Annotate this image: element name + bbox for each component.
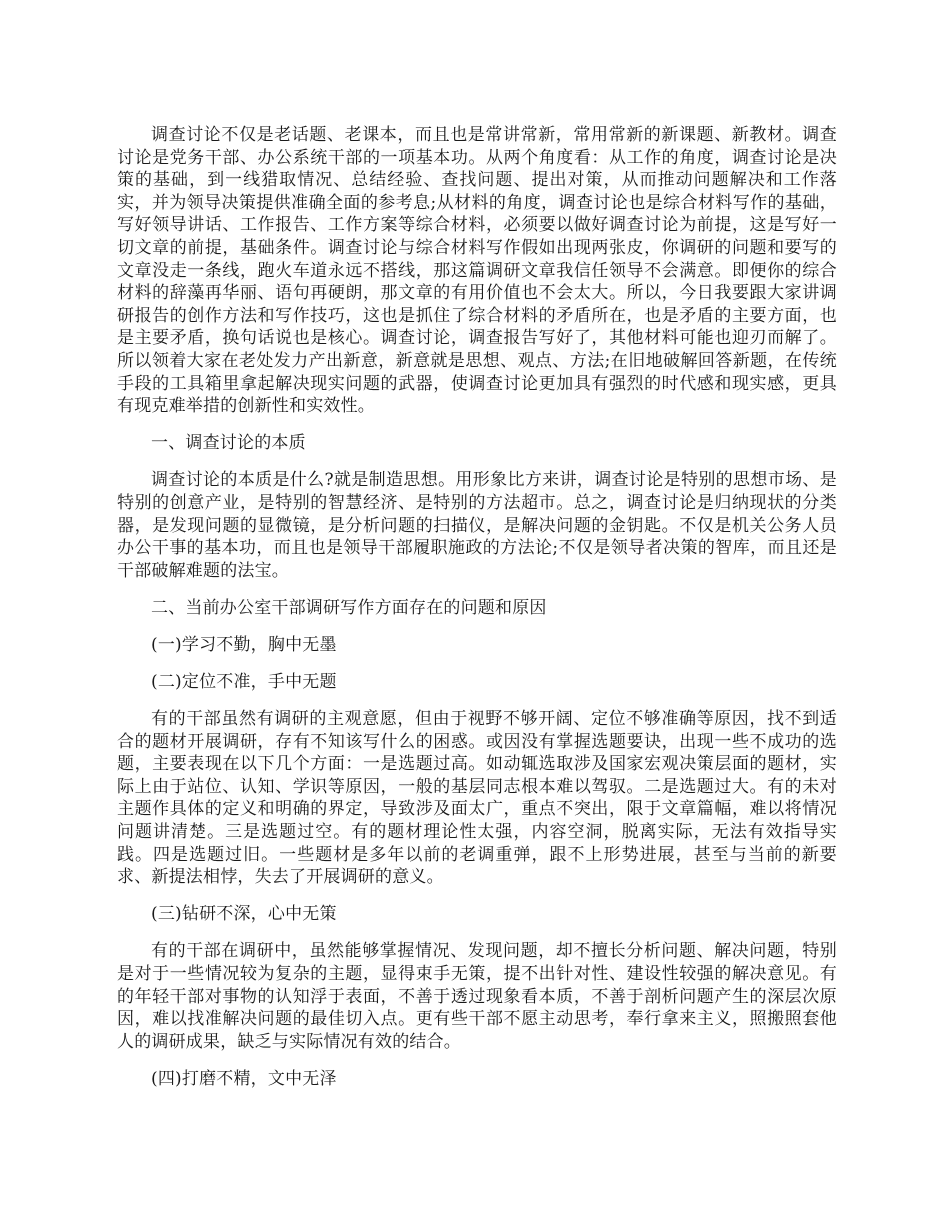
- subheading-study: (一)学习不勤，胸中无墨: [151, 634, 337, 655]
- subheading-research: (三)钻研不深，心中无策: [151, 904, 337, 925]
- essence-paragraph: 调查讨论的本质是什么?就是制造思想。用形象比方来讲，调查讨论是特别的思想市场、是特别的创意产业，是特别的智慧经济、是特别的方法超市。总之，调查讨论是归纳现状的分类器，是发现问题的显微镜，是分析问题的扫描仪，是解决问题的金钥匙。不仅是机关公务人员办公干事的基本功，而且也是领导干部履职施政的方法论;不仅是领导者决策的智库，而且还是干部破解难题的法宝。: [117, 470, 837, 581]
- section-heading-problems: 二、当前办公室干部调研写作方面存在的问题和原因: [151, 597, 547, 618]
- subheading-positioning: (二)定位不准，手中无题: [151, 671, 337, 692]
- subheading-polishing: (四)打磨不精，文中无泽: [151, 1068, 337, 1089]
- research-paragraph: 有的干部在调研中，虽然能够掌握情况、发现问题，却不擅长分析问题、解决问题，特别是对于一些情况较为复杂的主题，显得束手无策，提不出针对性、建设性较强的解决意见。有的年轻干部对事物的认知浮于表面，不善于透过现象看本质，不善于剖析问题产生的深层次原因，难以找准解决问题的最佳切入点。更有些干部不愿主动思考，奉行拿来主义，照搬照套他人的调研成果，缺乏与实际情况有效的结合。: [117, 941, 837, 1052]
- positioning-paragraph: 有的干部虽然有调研的主观意愿，但由于视野不够开阔、定位不够准确等原因，找不到适合的题材开展调研，存有不知该写什么的困惑。或因没有掌握选题要诀，出现一些不成功的选题，主要表现在以下几个方面：一是选题过高。如动辄选取涉及国家宏观决策层面的题材，实际上由于站位、认知、学识等原因，一般的基层同志根本难以驾驭。二是选题过大。有的未对主题作具体的定义和明确的界定，导致涉及面太广，重点不突出，限于文章篇幅，难以将情况问题讲清楚。三是选题过空。有的题材理论性太强，内容空洞，脱离实际，无法有效指导实践。四是选题过旧。一些题材是多年以前的老调重弹，跟不上形势进展，甚至与当前的新要求、新提法相悖，失去了开展调研的意义。: [117, 709, 837, 888]
- section-heading-essence: 一、调查讨论的本质: [151, 433, 306, 454]
- document-body: [117, 124, 837, 1105]
- intro-paragraph: 调查讨论不仅是老话题、老课本，而且也是常讲常新，常用常新的新课题、新教材。调查讨论是党务干部、办公系统干部的一项基本功。从两个角度看：从工作的角度，调查讨论是决策的基础，到一线猎取情况、总结经验、查找问题、提出对策，从而推动问题解决和工作落实，并为领导决策提供准确全面的参考息;从材料的角度，调查讨论也是综合材料写作的基础，写好领导讲话、工作报告、工作方案等综合材料，必须要以做好调查讨论为前提，这是写好一切文章的前提，基础条件。调查讨论与综合材料写作假如出现两张皮，你调研的问题和要写的文章没走一条线，跑火车道永远不搭线，那这篇调研文章我信任领导不会满意。即便你的综合材料的辞藻再华丽、语句再硬朗，那文章的有用价值也不会太大。所以，今日我要跟大家讲调研报告的创作方法和写作技巧，这也是抓住了综合材料的矛盾所在，也是矛盾的主要方面，也是主要矛盾，换句话说也是核心。调查讨论，调查报告写好了，其他材料可能也迎刃而解了。所以领着大家在老处发力产出新意，新意就是思想、观点、方法;在旧地破解回答新题，在传统手段的工具箱里拿起解决现实问题的武器，使调查讨论更加具有强烈的时代感和现实感，更具有现克难举措的创新性和实效性。: [117, 125, 837, 417]
